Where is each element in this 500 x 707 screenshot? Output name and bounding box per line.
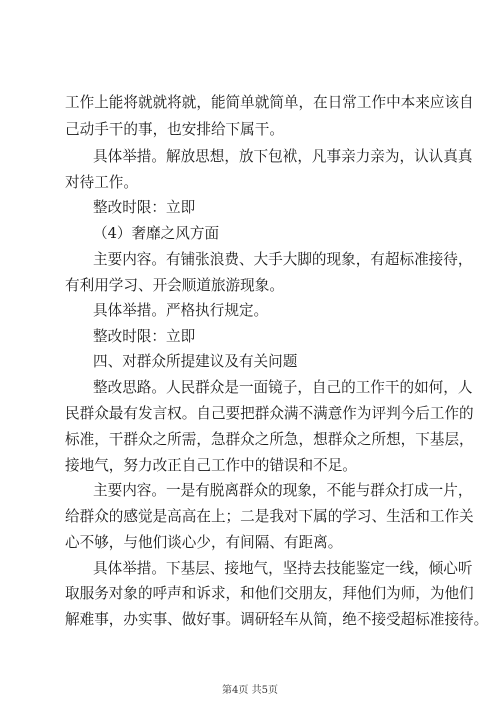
paragraph-line: 具体举措。下基层、接地气，坚持去技能鉴定一线，倾心听 [93, 560, 473, 577]
paragraph-line: 工作上能将就就将就，能简单就简单，在日常工作中本来应该自 [65, 94, 474, 111]
paragraph-line: 整改思路。人民群众是一面镜子，自己的工作干的如何，人 [93, 379, 473, 396]
paragraph-line: 主要内容。有铺张浪费、大手大脚的现象，有超标准接待， [93, 251, 473, 268]
page-footer: 第4页 共5页 [222, 685, 278, 696]
section-heading: 四、对群众所提建议及有关问题 [93, 353, 298, 370]
section-heading: （4）奢靡之风方面 [93, 225, 220, 242]
paragraph-line: 心不够，与他们谈心少，有间隔、有距离。 [65, 534, 343, 551]
paragraph-line: 取服务对象的呼声和诉求，和他们交朋友，拜他们为师，为他们 [65, 585, 474, 602]
paragraph-line: 对待工作。 [65, 174, 138, 191]
paragraph-line: 具体举措。严格执行规定。 [93, 302, 269, 319]
paragraph-line: 接地气，努力改正自己工作中的错误和不足。 [65, 457, 357, 474]
paragraph-line: 解难事，办实事、做好事。调研轻车从简，绝不接受超标准接待。 [65, 611, 489, 628]
paragraph-line: 己动手干的事，也安排给下属干。 [65, 121, 284, 138]
paragraph-line: 具体举措。解放思想，放下包袱，凡事亲力亲为，认认真真 [93, 148, 473, 165]
paragraph-line: 有利用学习、开会顺道旅游现象。 [65, 277, 284, 294]
paragraph-line: 给群众的感觉是高高在上；二是我对下属的学习、生活和工作关 [65, 508, 474, 525]
paragraph-line: 整改时限：立即 [93, 328, 196, 345]
paragraph-line: 标准，干群众之所需，急群众之所急，想群众之所想，下基层， [65, 431, 474, 448]
paragraph-line: 主要内容。一是有脱离群众的现象，不能与群众打成一片， [93, 482, 473, 499]
paragraph-line: 民群众最有发言权。自己要把群众满不满意作为评判今后工作的 [65, 405, 474, 422]
paragraph-line: 整改时限：立即 [93, 199, 196, 216]
